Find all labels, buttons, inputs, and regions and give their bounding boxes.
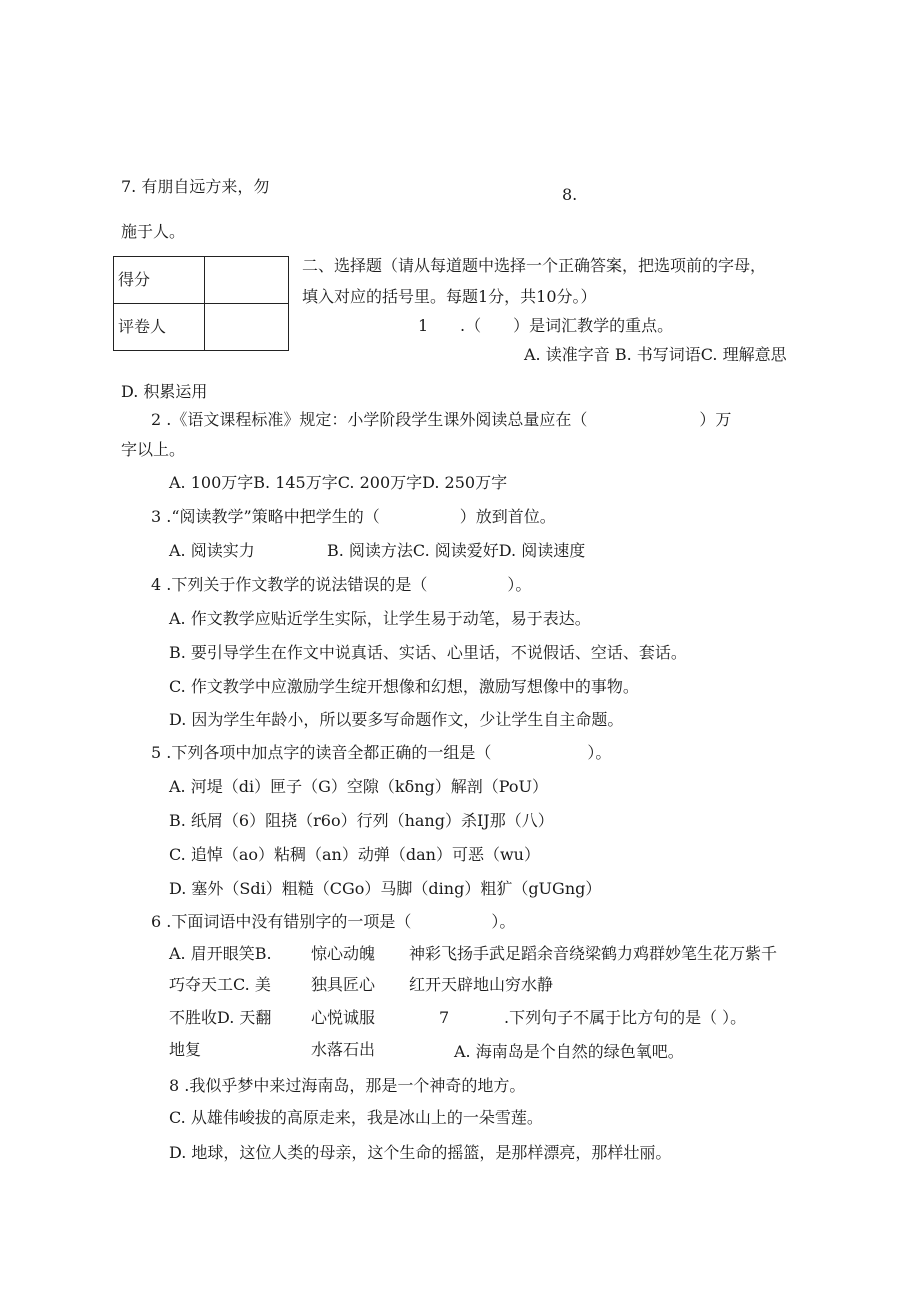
q7-stem: .下列句子不属于比方句的是（ ）。 [504,1008,747,1027]
q4-option-a: A. 作文教学应贴近学生实际，让学生易于动笔，易于表达。 [169,609,591,628]
q6-col2-line: 心悦诚服 [311,1008,376,1027]
q8-number: 8. [562,185,578,204]
q7-option-a: A. 海南岛是个自然的绿色氧吧。 [454,1042,684,1061]
q3-option-a: A. 阅读实力 [169,541,255,560]
q7-number: 7 [439,1008,450,1027]
q6-col1-line: 不胜收D. 天翻 [169,1008,272,1027]
q2-options: A. 100万字B. 145万字C. 200万字D. 250万字 [169,473,508,492]
q6-stem: 6 .下面词语中没有错别字的一项是（ ）。 [151,912,516,931]
q6-col3-line: 神彩飞扬手武足蹈余音绕梁鹤力鸡群妙笔生花万紫千 [409,944,778,963]
grader-label: 评卷人 [114,304,205,351]
q6-col1-line: 地复 [169,1040,202,1059]
q8-option-c: C. 从雄伟峻拔的高原走来，我是冰山上的一朵雪莲。 [169,1108,543,1127]
q5-option-b: B. 纸屑（6）阻挠（r6o）行列（hang）杀IJ那（八） [169,811,554,830]
q6-col2-line: 惊心动魄 [311,944,376,963]
q1-option-d: D. 积累运用 [121,382,208,401]
q6-col3-line: 红开天辟地山穷水静 [409,975,554,994]
q4-option-c: C. 作文教学中应激励学生绽开想像和幻想，激励写想像中的事物。 [169,677,639,696]
q6-col2-line: 独具匠心 [311,975,376,994]
q1-number: 1 [418,316,429,335]
q2-stem-line2: 字以上。 [121,440,186,459]
q8-option-d: D. 地球，这位人类的母亲，这个生命的摇篮，是那样漂亮，那样壮丽。 [169,1143,672,1162]
q2-stem-line1: 2 .《语文课程标准》规定：小学阶段学生课外阅读总量应在（ ）万 [151,410,732,429]
q1-stem: .（ ）是词汇教学的重点。 [460,316,674,335]
q6-col1-line: 巧夺天工C. 美 [169,975,271,994]
q6-col2-line: 水落石出 [311,1040,376,1059]
q4-option-b: B. 要引导学生在作文中说真话、实话、心里话，不说假话、空话、套话。 [169,643,687,662]
q3-options-bcd: B. 阅读方法C. 阅读爱好D. 阅读速度 [327,541,586,560]
q3-stem: 3 .“阅读教学”策略中把学生的（ ）放到首位。 [151,507,556,526]
q5-stem: 5 .下列各项中加点字的读音全都正确的一组是（ ）。 [151,743,612,762]
grader-value-cell[interactable] [205,304,289,351]
q7-continuation: 施于人。 [121,222,186,241]
score-label: 得分 [114,257,205,304]
section-title-line2: 填入对应的括号里。每题1分，共10分。） [302,287,597,306]
q6-col1-line: A. 眉开眼笑B. [169,944,272,963]
q7-fill-line: 7. 有朋自远方来，勿 [121,177,270,196]
q5-option-d: D. 塞外（Sdi）粗糙（CGo）马脚（ding）粗犷（gUGng） [169,879,602,898]
score-value-cell[interactable] [205,257,289,304]
q5-option-a: A. 河堤（di）匣子（G）空隙（kδng）解剖（PoU） [169,777,548,796]
score-box [113,256,289,351]
q4-stem: 4 .下列关于作文教学的说法错误的是（ ）。 [151,575,532,594]
q4-option-d: D. 因为学生年龄小，所以要多写命题作文，少让学生自主命题。 [169,710,624,729]
q1-options: A. 读准字音 B. 书写词语C. 理解意思 [524,345,787,364]
q8-line: 8 .我似乎梦中来过海南岛，那是一个神奇的地方。 [169,1076,526,1095]
q5-option-c: C. 追悼（ao）粘稠（an）动弹（dan）可恶（wu） [169,845,540,864]
section-title-line1: 二、选择题（请从每道题中选择一个正确答案，把选项前的字母， [302,256,767,275]
